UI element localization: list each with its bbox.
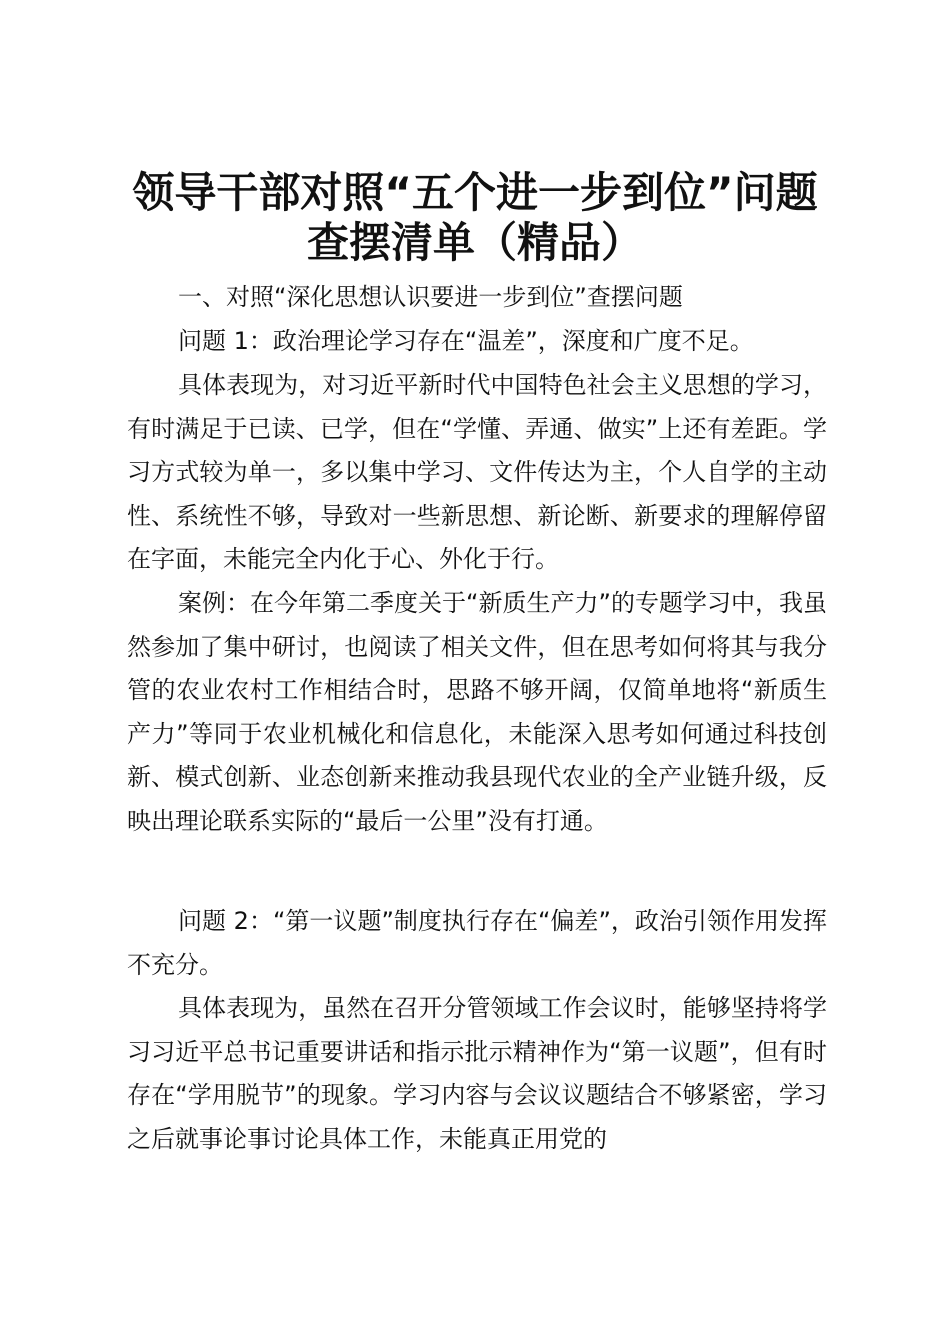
paragraph-manifestation-1: 具体表现为，对习近平新时代中国特色社会主义思想的学习，有时满足于已读、已学，但在“学懂、弄通、做实”上还有差距。学习方式较为单一，多以集中学习、文件传达为主，个人自学的主动性、系统性不够，导致对一些新思想、新论断、新要求的理解停留在字面，未能完全内化于心、外化于行。 <box>127 371 827 574</box>
document-title-line-1: 领导干部对照“五个进一步到位”问题 <box>132 168 818 217</box>
paragraph-case-1: 案例：在今年第二季度关于“新质生产力”的专题学习中，我虽然参加了集中研讨，也阅读了相关文件，但在思考如何将其与我分管的农业农村工作相结合时，思路不够开阔，仅简单地将“新质生产力”等同于农业机械化和信息化，未能深入思考如何通过科技创新、模式创新、业态创新来推动我县现代农业的全产业链升级，反映出理论联系实际的“最后一公里”没有打通。 <box>127 589 827 835</box>
paragraph-problem-1: 问题 1：政治理论学习存在“温差”，深度和广度不足。 <box>178 327 754 355</box>
paragraph-manifestation-2: 具体表现为，虽然在召开分管领域工作会议时，能够坚持将学习习近平总书记重要讲话和指示批示精神作为“第一议题”，但有时存在“学用脱节”的现象。学习内容与会议议题结合不够紧密，学习之后就事论事讨论具体工作，未能真正用党的 <box>127 994 827 1153</box>
section-heading-1: 一、对照“深化思想认识要进一步到位”查摆问题 <box>178 283 683 311</box>
document-title-line-2: 查摆清单（精品） <box>306 218 643 267</box>
paragraph-problem-2: 问题 2：“第一议题”制度执行存在“偏差”，政治引领作用发挥不充分。 <box>127 907 827 979</box>
